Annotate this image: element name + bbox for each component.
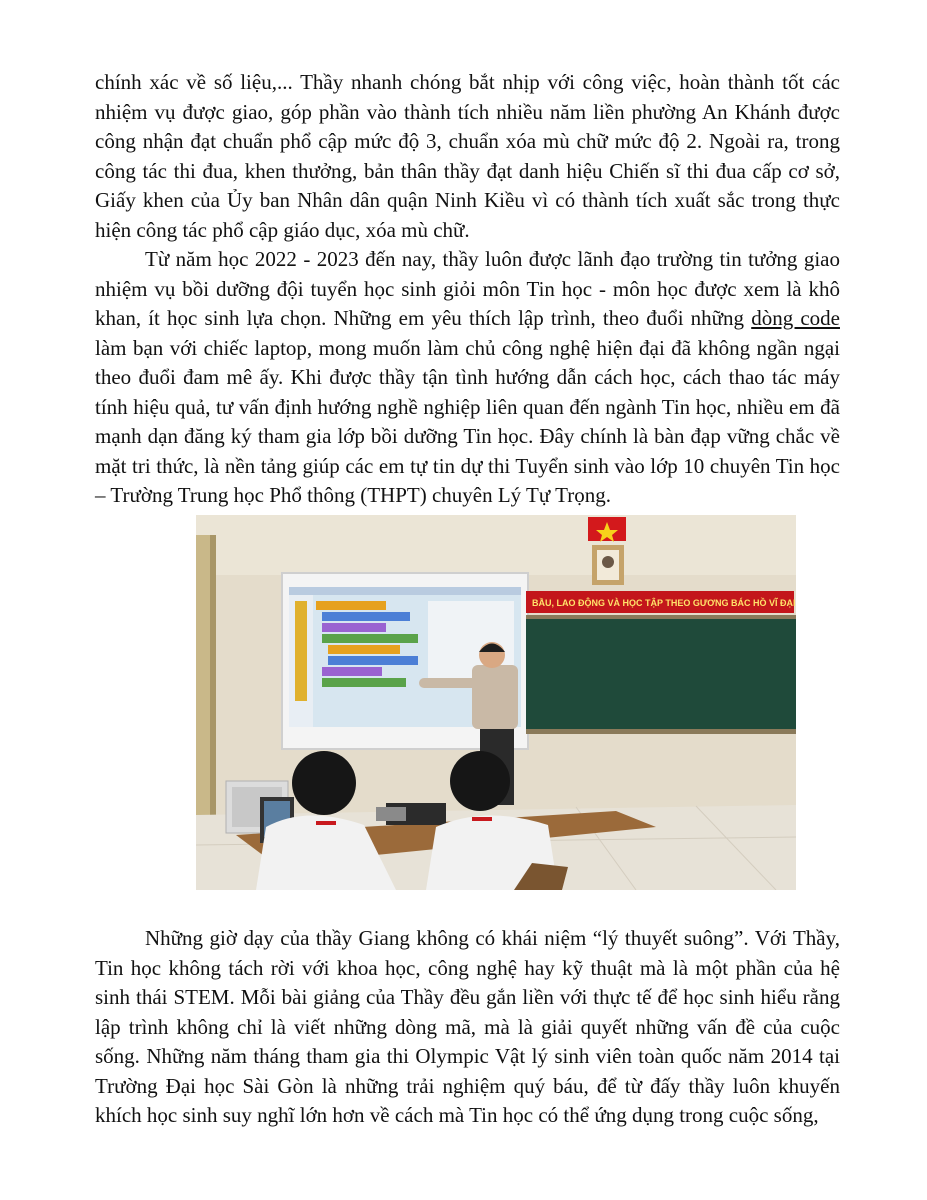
paragraph-2 — [95, 245, 840, 511]
paragraph-1: chính xác về số liệu,... Thầy nhanh chóng bắt nhịp với công việc, hoàn thành tốt các nhiệm vụ được giao, góp phần vào thành tích nhiều năm liền phường An Khánh được công nhận đạt chuẩn phổ cập mức độ 3, chuẩn xóa mù chữ mức độ 2. Ngoài ra, trong công tác thi đua, khen thưởng, bản thân thầy đạt danh hiệu Chiến sĩ thi đua cấp cơ sở, Giấy khen của Ủy ban Nhân dân quận Ninh Kiều vì có thành tích xuất sắc trong thực hiện công tác phổ cập giáo dục, xóa mù chữ. — [95, 70, 840, 242]
text-block-bottom — [95, 924, 840, 1131]
banner-slogan: BẦU, LAO ĐỘNG VÀ HỌC TẬP THEO GƯƠNG BÁC HỒ VĨ ĐẠI — [532, 598, 796, 608]
paragraph-2-text-a: Từ năm học 2022 - 2023 đến nay, thầy luôn được lãnh đạo trường tin tưởng giao nhiệm vụ bồi dưỡng đội tuyển học sinh giỏi môn Tin học - môn học được xem là khô khan, ít học sinh lựa chọn. Những em yêu thích lập trình, theo đuổi những — [95, 247, 840, 330]
paragraph-2-text-b: làm bạn với chiếc laptop, mong muốn làm chủ công nghệ hiện đại đã không ngần ngại theo đuổi đam mê ấy. Khi được thầy tận tình hướng dẫn cách học, cách thao tác máy tính hiệu quả, tư vấn định hướng nghề nghiệp liên quan đến ngành Tin học, nhiều em đã mạnh dạn đăng ký tham gia lớp bồi dưỡng Tin học. Đây chính là bàn đạp vững chắc về mặt tri thức, là nền tảng giúp các em tự tin dự thi Tuyển sinh vào lớp 10 chuyên Tin học – Trường Trung học Phổ thông (THPT) chuyên Lý Tự Trọng. — [95, 335, 840, 507]
paragraph-3: Những giờ dạy của thầy Giang không có khái niệm “lý thuyết suông”. Với Thầy, Tin học không tách rời với khoa học, công nghệ hay kỹ thuật mà là một phần của hệ sinh thái STEM. Mỗi bài giảng của Thầy đều gắn liền với thực tế để học sinh hiểu rằng lập trình không chỉ là viết những dòng mã, mà là giải quyết những vấn đề của cuộc sống. Những năm tháng tham gia thi Olympic Vật lý sinh viên toàn quốc năm 2014 tại Trường Đại học Sài Gòn là những trải nghiệm quý báu, để từ đấy thầy luôn khuyến khích học sinh suy nghĩ lớn hơn về cách mà Tin học có thể ứng dụng trong cuộc sống, — [95, 926, 840, 1127]
text-block-top — [95, 68, 840, 511]
classroom-photo — [196, 515, 796, 890]
dong-code-link[interactable]: dòng code — [751, 306, 840, 330]
